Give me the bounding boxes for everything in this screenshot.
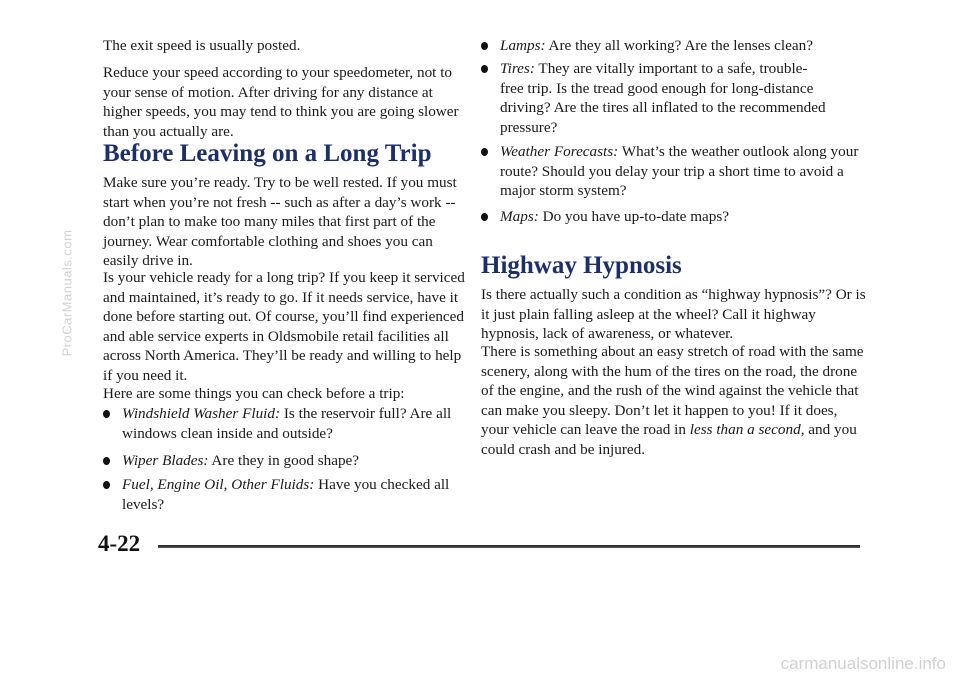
- list-item-term: Weather Forecasts:: [500, 143, 619, 160]
- list-item-text: [500, 59, 830, 137]
- bullet-icon: [481, 42, 488, 50]
- paragraph-checklist-intro: Here are some things you can check before a trip:: [103, 385, 405, 402]
- bullet-icon: [103, 410, 110, 418]
- list-item-description: Is the reservoir full? Are all windows clean inside and outside?: [122, 405, 452, 442]
- page-footer: [98, 531, 860, 561]
- emphasis-text: less than a second: [689, 421, 801, 438]
- bullet-icon: [103, 457, 110, 465]
- heading-highway-hypnosis: Highway Hypnosis: [481, 252, 682, 279]
- list-item-term: Fuel, Engine Oil, Other Fluids:: [122, 476, 315, 493]
- list-item-term: Lamps:: [500, 37, 546, 54]
- list-item-description: They are vitally important to a safe, trouble-free trip. Is the tread good enough for long-distance driving? Are the tires all inflated to the recommended pressure?: [500, 60, 826, 136]
- list-item-description: Are they all working? Are the lenses clean?: [545, 37, 813, 54]
- paragraph-hypnosis-warning: [481, 342, 866, 459]
- list-item-term: Tires:: [500, 60, 535, 77]
- list-item-term: Maps:: [500, 208, 539, 225]
- list-item: [103, 451, 465, 473]
- page-number: 4-22: [98, 531, 141, 556]
- list-item-text: [122, 451, 465, 471]
- bullet-icon: [103, 481, 110, 489]
- list-item: [103, 404, 465, 446]
- paragraph-be-ready: Make sure you’re ready. Try to be well rested. If you must start when you’re not fresh -- such as after a day’s work -- don’t plan to make too many miles that first part of the journey. Wear comfortable clothing and shoes you can easily drive in.: [103, 174, 457, 269]
- list-item: [481, 142, 866, 204]
- paragraph-reduce-speed: Reduce your speed according to your speedometer, not to your sense of motion. After driving for any distance at higher speeds, you may tend to think you are going slower than you actually are.: [103, 64, 459, 140]
- paragraph-text: There is something about an easy stretch of road with the same scenery, along with the hum of the tires on the road, the drone of the engine, and the rush of the wind against the vehicle that can make you sleepy. Don’t let it happen to you! If it does, your vehicle can leave the road in: [481, 343, 864, 438]
- paragraph-text: , and you could crash and be injured.: [481, 421, 857, 458]
- list-item-description: Are they in good shape?: [208, 452, 360, 469]
- watermark-text: ProCarManuals.com: [59, 229, 75, 357]
- list-item-description: What’s the weather outlook along your route? Should you delay your trip a short time to avoid a major storm system?: [500, 143, 859, 199]
- bullet-icon: [481, 148, 488, 156]
- list-item-description: Have you checked all levels?: [122, 476, 450, 513]
- paragraph-hypnosis-question: Is there actually such a condition as “highway hypnosis”? Or is it just plain falling asleep at the wheel? Call it highway hypnosis, lack of awareness, or whatever.: [481, 286, 866, 342]
- footer-rule: [158, 545, 860, 548]
- bullet-icon: [481, 65, 488, 73]
- list-item-text: [500, 142, 866, 201]
- list-item-description: Do you have up-to-date maps?: [538, 208, 730, 225]
- paragraph-exit-speed: The exit speed is usually posted.: [103, 37, 301, 54]
- heading-long-trip: Before Leaving on a Long Trip: [103, 140, 432, 167]
- list-item: [481, 59, 866, 139]
- paragraph-vehicle-ready: Is your vehicle ready for a long trip? If you keep it serviced and maintained, it’s ready to go. If it needs service, have it done before starting out. Of course, you’ll find experienced and able service experts in Oldsmobile retail facilities all across North America. They’ll be ready and willing to help if you need it.: [103, 269, 465, 384]
- list-item-term: Windshield Washer Fluid:: [122, 405, 281, 422]
- list-item-text: [122, 404, 465, 443]
- list-item-text: [122, 475, 465, 514]
- bullet-icon: [481, 213, 488, 221]
- list-item-text: [500, 36, 866, 56]
- list-item: [481, 36, 866, 58]
- side-watermark: [54, 214, 80, 372]
- list-item-text: [500, 207, 866, 227]
- list-item: [103, 475, 465, 517]
- list-item: [481, 207, 866, 229]
- site-watermark: carmanualsonline.info: [780, 654, 946, 673]
- list-item-term: Wiper Blades:: [122, 452, 209, 469]
